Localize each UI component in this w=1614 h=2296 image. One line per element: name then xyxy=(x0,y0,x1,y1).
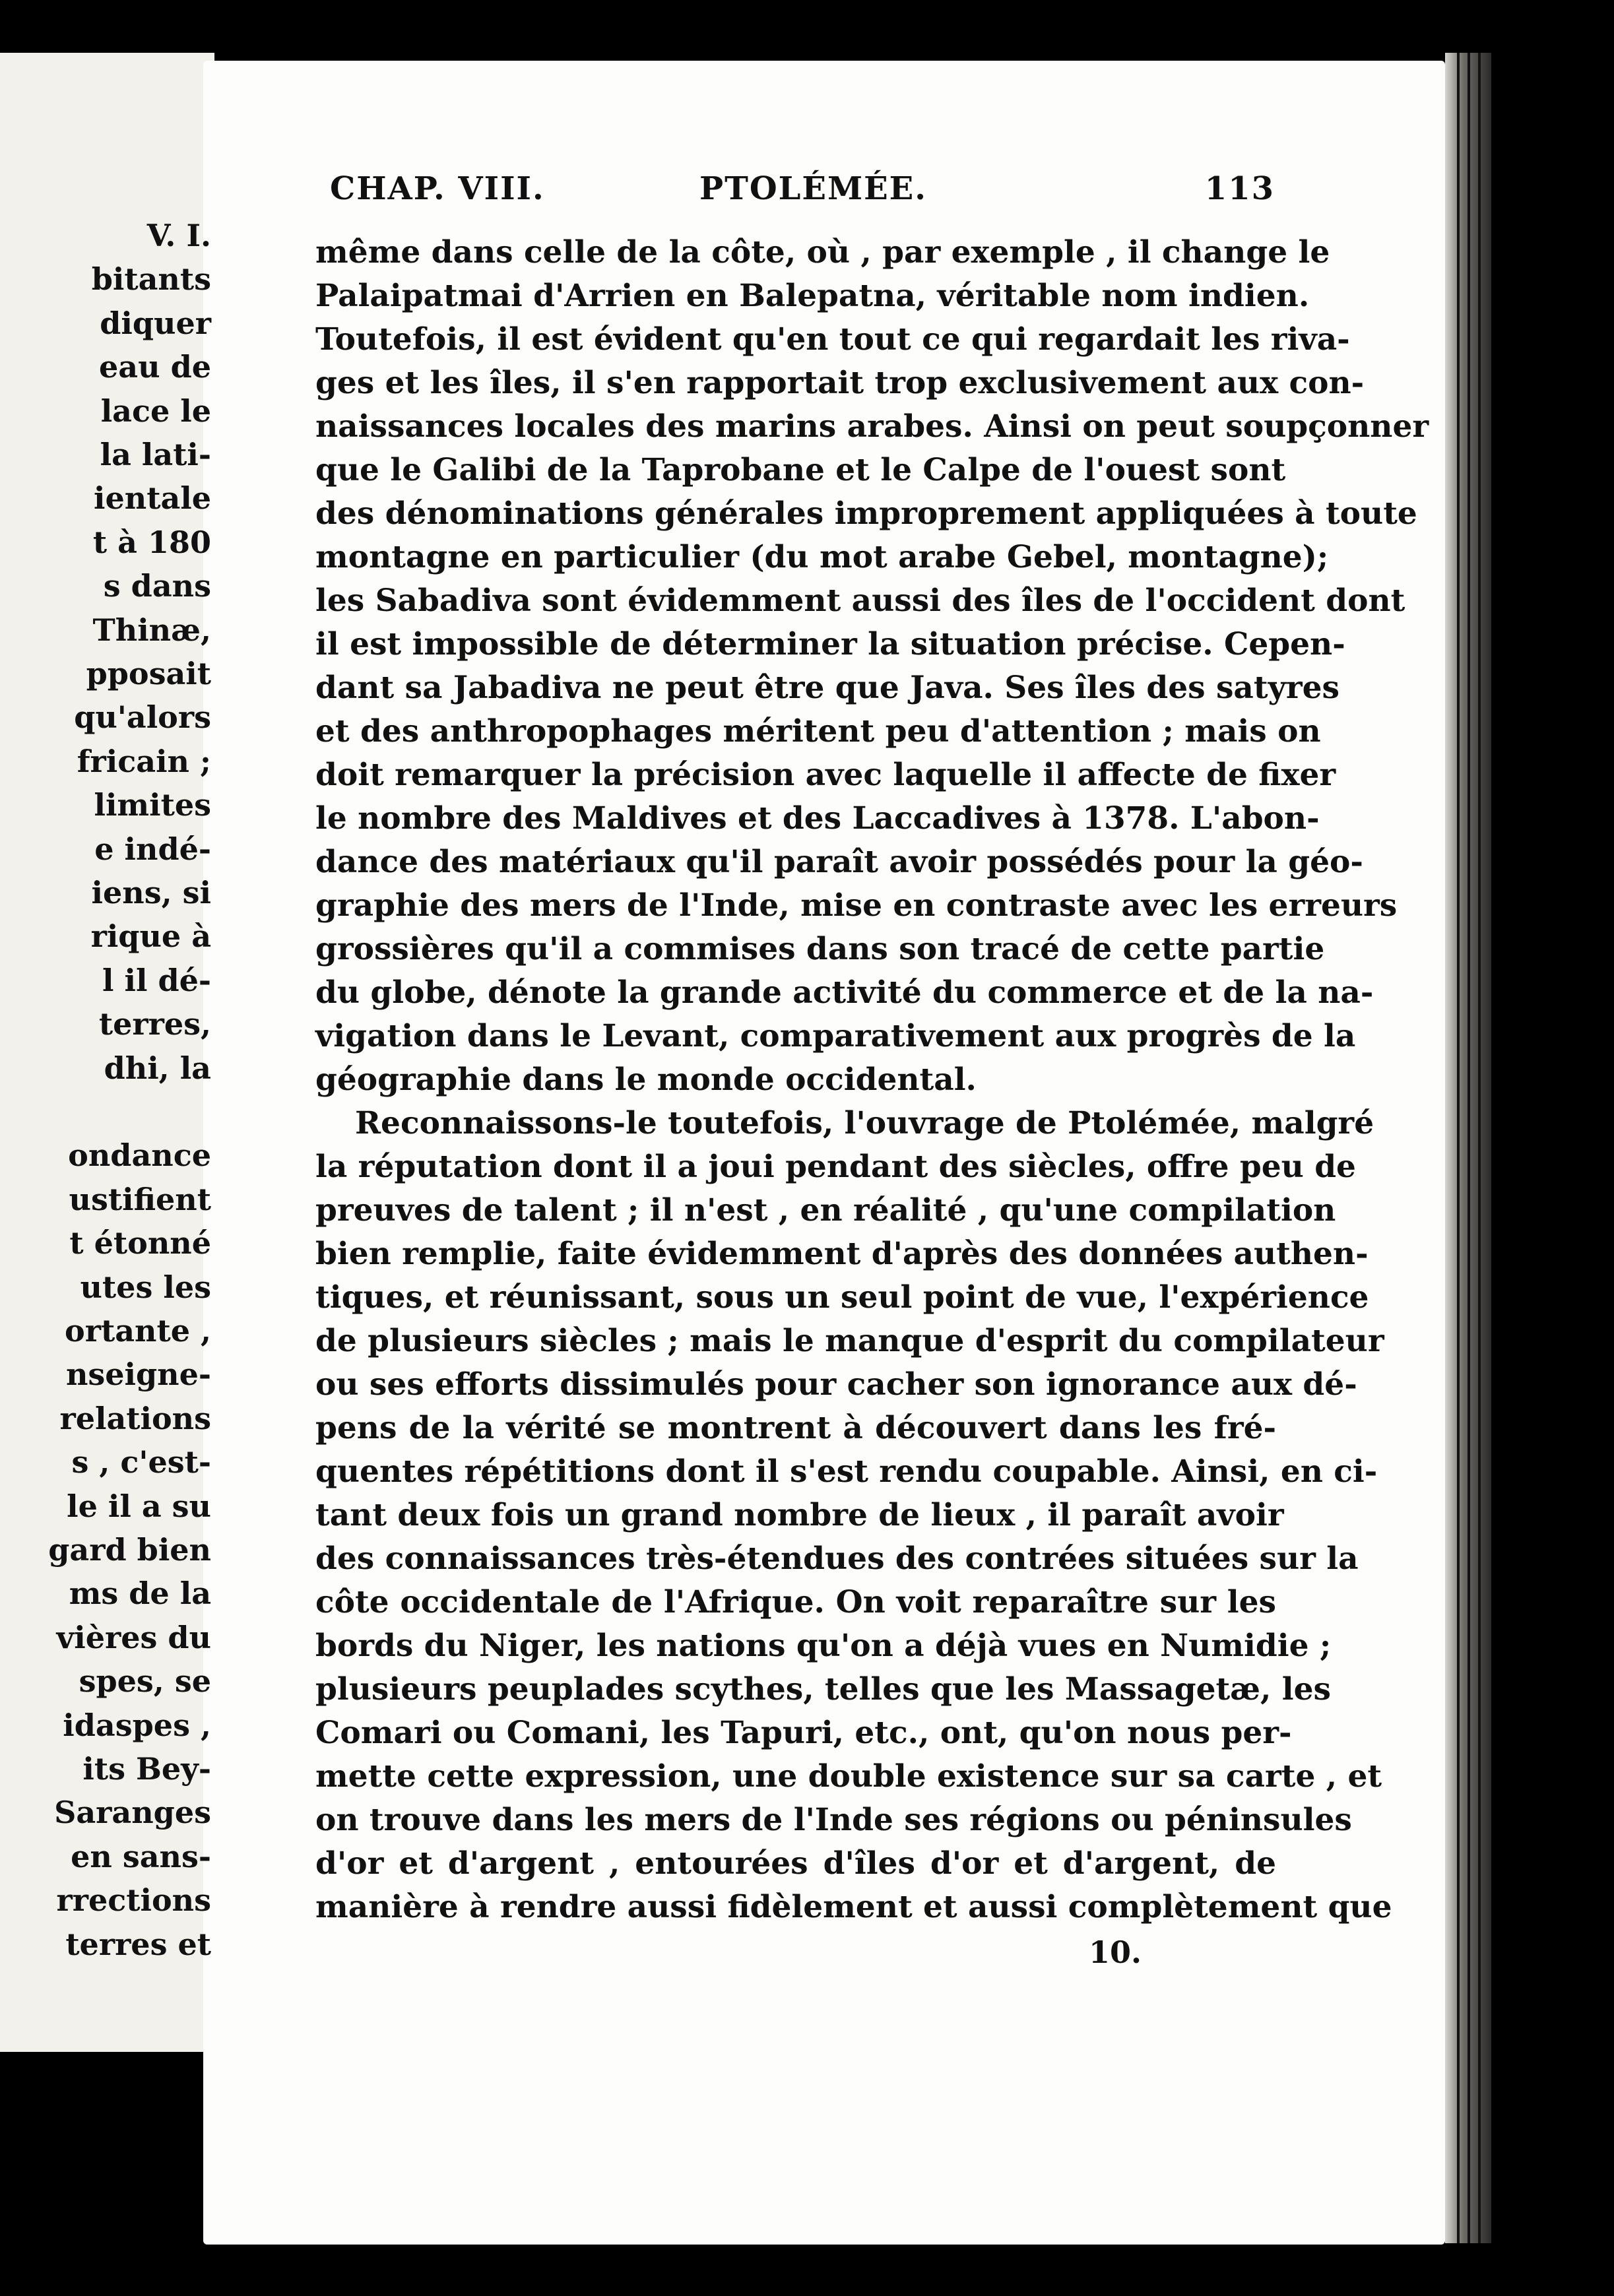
left-page-line: rique à xyxy=(90,918,211,955)
left-page-line: ondance xyxy=(68,1137,211,1174)
text-line: dant sa Jabadiva ne peut être que Java. Ses îles des satyres xyxy=(315,670,1340,706)
left-page-line: la lati- xyxy=(100,437,211,472)
left-page-line: lace le xyxy=(100,393,211,429)
chapter-label: CHAP. VIII. xyxy=(330,170,545,207)
text-line: des dénominations générales improprement appliquées à toute xyxy=(315,495,1417,532)
text-line: pens de la vérité se montrent à découvert dans les fré- xyxy=(315,1410,1276,1446)
left-page-line: ustifient xyxy=(69,1181,211,1217)
text-line: ges et les îles, il s'en rapportait trop exclusivement aux con- xyxy=(315,365,1365,401)
left-page-line: Thinæ, xyxy=(92,612,211,648)
left-page-line: l il dé- xyxy=(102,962,211,998)
left-page-line: en sans- xyxy=(71,1838,211,1874)
left-page-line: diquer xyxy=(100,305,211,341)
text-line: de plusieurs siècles ; mais le manque d'esprit du compilateur xyxy=(315,1323,1384,1359)
left-page-line: iens, si xyxy=(91,875,211,910)
text-line: quentes répétitions dont il s'est rendu coupable. Ainsi, en ci- xyxy=(315,1453,1378,1490)
text-line: Reconnaissons-le toutefois, l'ouvrage de Ptolémée, malgré xyxy=(355,1105,1374,1141)
text-line: le nombre des Maldives et des Laccadives à 1378. L'abon- xyxy=(315,800,1320,837)
text-line: il est impossible de déterminer la situation précise. Cepen- xyxy=(315,626,1345,662)
left-page-line: terres et xyxy=(65,1926,211,1962)
left-page-line: ms de la xyxy=(69,1576,211,1612)
signature-mark: 10. xyxy=(1089,1934,1142,1970)
left-page-line: ientale xyxy=(94,480,211,517)
text-line: bien remplie, faite évidemment d'après des données authen- xyxy=(315,1236,1369,1272)
left-page-line: V. I. xyxy=(146,218,211,253)
text-line: Palaipatmai d'Arrien en Balepatna, véritable nom indien. xyxy=(315,278,1310,314)
text-line: la réputation dont il a joui pendant des siècles, offre peu de xyxy=(315,1149,1356,1185)
text-line: manière à rendre aussi fidèlement et aussi complètement que xyxy=(315,1889,1392,1925)
text-line: côte occidentale de l'Afrique. On voit reparaître sur les xyxy=(315,1584,1276,1620)
text-line: les Sabadiva sont évidemment aussi des îles de l'occident dont xyxy=(315,583,1405,619)
left-page-line: limites xyxy=(94,787,211,823)
text-line: doit remarquer la précision avec laquelle il affecte de fixer xyxy=(315,757,1336,793)
left-page-line: s , c'est- xyxy=(71,1444,211,1481)
text-line: bords du Niger, les nations qu'on a déjà vues en Numidie ; xyxy=(315,1628,1332,1664)
left-page-line: eau de xyxy=(99,349,211,385)
text-line: des connaissances très-étendues des contrées situées sur la xyxy=(315,1541,1359,1577)
text-line: plusieurs peuplades scythes, telles que les Massagetæ, les xyxy=(315,1671,1331,1707)
left-page-line: its Bey- xyxy=(82,1751,211,1787)
page-number: 113 xyxy=(1204,170,1275,207)
page-edge xyxy=(1445,53,1491,2243)
text-line: montagne en particulier (du mot arabe Gebel, montagne); xyxy=(315,539,1329,575)
left-page-line: ortante , xyxy=(65,1313,211,1349)
left-page-line: bitants xyxy=(91,261,211,298)
text-line: Comari ou Comani, les Tapuri, etc., ont, qu'on nous per- xyxy=(315,1715,1292,1751)
text-line: naissances locales des marins arabes. Ainsi on peut soupçonner xyxy=(315,408,1429,445)
left-page-line: e indé- xyxy=(94,831,211,867)
text-line: d'or et d'argent , entourées d'îles d'or et d'argent, de xyxy=(315,1845,1276,1882)
text-line: mette cette expression, une double existence sur sa carte , et xyxy=(315,1758,1382,1795)
text-line: que le Galibi de la Taprobane et le Calpe de l'ouest sont xyxy=(315,452,1286,488)
left-page-line: vières du xyxy=(56,1619,211,1655)
text-line: graphie des mers de l'Inde, mise en contraste avec les erreurs xyxy=(315,887,1398,924)
text-line: du globe, dénote la grande activité du commerce et de la na- xyxy=(315,974,1374,1011)
left-page-line: pposait xyxy=(86,656,211,691)
left-page-line: le il a su xyxy=(67,1488,211,1524)
left-page-line: terres, xyxy=(98,1006,211,1042)
text-line: on trouve dans les mers de l'Inde ses régions ou péninsules xyxy=(315,1802,1352,1838)
text-line: tant deux fois un grand nombre de lieux , il paraît avoir xyxy=(315,1497,1284,1533)
left-page-line: gard bien xyxy=(48,1532,211,1568)
left-page-line: spes, se xyxy=(79,1663,211,1700)
left-page-line: relations xyxy=(59,1400,211,1436)
running-header xyxy=(330,170,1275,210)
text-line: vigation dans le Levant, comparativement aux progrès de la xyxy=(315,1018,1356,1054)
left-page-line: nseigne- xyxy=(65,1356,211,1393)
text-line: dance des matériaux qu'il paraît avoir possédés pour la géo- xyxy=(315,844,1363,880)
left-page-line: t à 180 xyxy=(92,524,211,560)
text-line: géographie dans le monde occidental. xyxy=(315,1062,977,1098)
running-title: PTOLÉMÉE. xyxy=(699,170,927,207)
left-page-line: qu'alors xyxy=(74,699,211,736)
text-line: Toutefois, il est évident qu'en tout ce qui regardait les riva- xyxy=(315,321,1350,358)
left-page-line: idaspes , xyxy=(63,1707,211,1743)
left-page-line: s dans xyxy=(103,568,211,604)
text-line: et des anthropophages méritent peu d'attention ; mais on xyxy=(315,713,1321,749)
text-line: même dans celle de la côte, où , par exemple , il change le xyxy=(315,234,1330,271)
left-page-line: rrections xyxy=(56,1882,211,1919)
text-line: tiques, et réunissant, sous un seul point de vue, l'expérience xyxy=(315,1279,1369,1316)
left-page-line: dhi, la xyxy=(104,1050,211,1086)
text-line: ou ses efforts dissimulés pour cacher son ignorance aux dé- xyxy=(315,1366,1357,1403)
left-page-line: Saranges xyxy=(54,1795,211,1831)
left-page-line: utes les xyxy=(80,1269,211,1305)
body-text xyxy=(315,231,1429,1929)
text-line: grossières qu'il a commises dans son tracé de cette partie xyxy=(315,931,1325,967)
left-page-line: fricain ; xyxy=(77,743,211,779)
text-line: preuves de talent ; il n'est , en réalité , qu'une compilation xyxy=(315,1192,1336,1228)
left-page-line: t étonné xyxy=(69,1225,211,1261)
